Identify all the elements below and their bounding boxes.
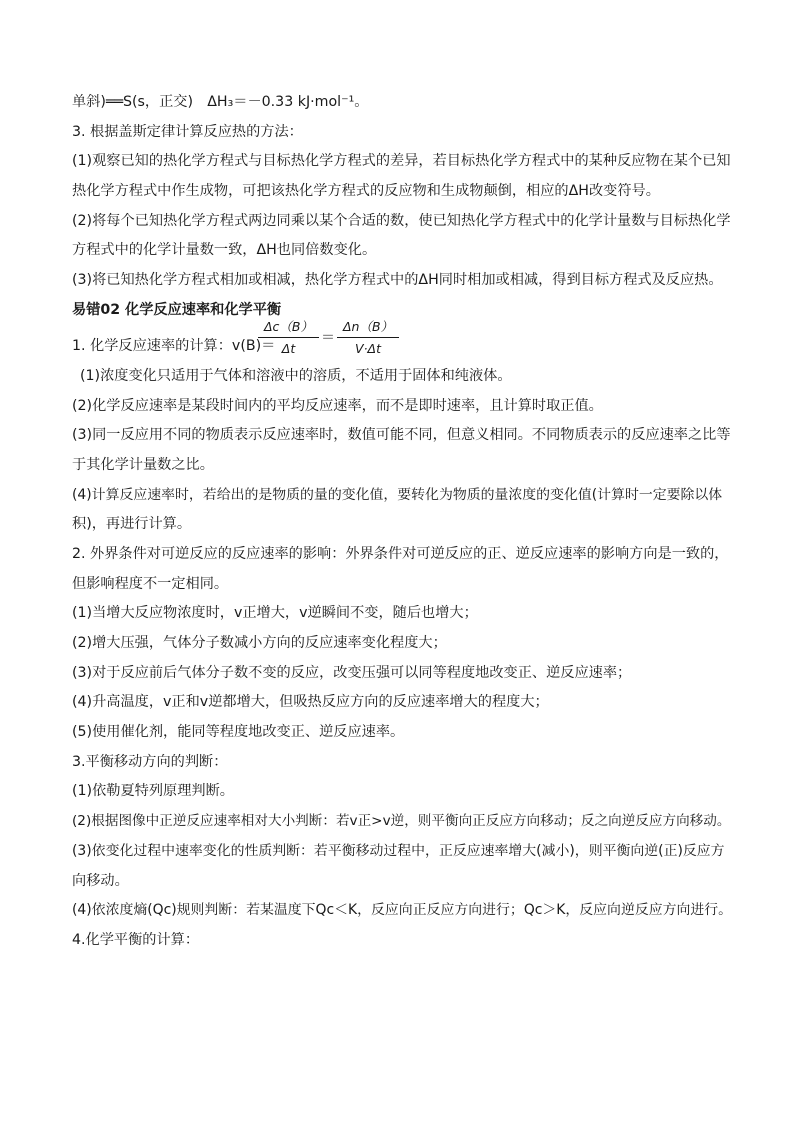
paragraph-line: (3)将已知热化学方程式相加或相减，热化学方程式中的ΔH同时相加或相减，得到目标方程式及反应热。: [72, 272, 723, 289]
document-body: [72, 92, 732, 960]
paragraph-line: (1)当增大反应物浓度时，v正增大，v逆瞬间不变，随后也增大；: [72, 605, 478, 622]
section-heading: 4.化学平衡的计算：: [72, 931, 200, 948]
paragraph-line: (1)观察已知的热化学方程式与目标热化学方程式的差异，若目标热化学方程式中的某种反应物在某个已知: [72, 153, 731, 170]
fraction-denominator: V·Δt: [355, 340, 382, 356]
rate-formula-label: 1. 化学反应速率的计算：v(B)＝: [72, 337, 276, 354]
paragraph-line: (2)将每个已知热化学方程式两边同乘以某个合适的数，使已知热化学方程式中的化学计量数与目标热化学: [72, 212, 731, 229]
rate-formula-line: [72, 318, 732, 366]
paragraph-line: (4)依浓度熵(Qc)规则判断：若某温度下Qc＜K，反应向正反应方向进行；Qc＞K，反应向逆反应方向进行。: [72, 902, 733, 919]
rate-formula: [258, 318, 399, 359]
fraction-denominator: Δt: [281, 340, 296, 356]
paragraph-line: 向移动。: [72, 872, 129, 889]
paragraph-line: 但影响程度不一定相同。: [72, 575, 229, 592]
fraction-amount: [337, 318, 399, 359]
paragraph-line: 热化学方程式中作生成物，可把该热化学方程式的反应物和生成物颠倒，相应的ΔH改变符号。: [72, 183, 660, 200]
equals-sign: ＝: [321, 330, 335, 347]
paragraph-line: (3)对于反应前后气体分子数不变的反应，改变压强可以同等程度地改变正、逆反应速率；: [72, 664, 632, 681]
fraction-numerator: Δc（B）: [258, 318, 319, 338]
paragraph-line: (2)化学反应速率是某段时间内的平均反应速率，而不是即时速率，且计算时取正值。: [72, 397, 603, 414]
paragraph-line: (1)浓度变化只适用于气体和溶液中的溶质，不适用于固体和纯液体。: [80, 367, 512, 384]
fraction-numerator: Δn（B）: [337, 318, 399, 338]
fraction-concentration: [258, 318, 319, 359]
section-heading: 3. 根据盖斯定律计算反应热的方法：: [72, 123, 303, 140]
paragraph-line: (2)增大压强，气体分子数减小方向的反应速率变化程度大；: [72, 635, 447, 651]
paragraph-line: (3)同一反应用不同的物质表示反应速率时，数值可能不同，但意义相同。不同物质表示的反应速率之比等: [72, 427, 731, 444]
section-heading: 2. 外界条件对可逆反应的反应速率的影响：外界条件对可逆反应的正、逆反应速率的影响方向是一致的，: [72, 545, 729, 562]
topic-heading: 易错02 化学反应速率和化学平衡: [72, 301, 282, 318]
section-heading: 3.平衡移动方向的判断：: [72, 753, 228, 770]
paragraph-line: 方程式中的化学计量数一致，ΔH也同倍数变化。: [72, 242, 377, 259]
paragraph-line: 于其化学计量数之比。: [72, 456, 214, 473]
paragraph-line: (5)使用催化剂，能同等程度地改变正、逆反应速率。: [72, 724, 405, 741]
paragraph-line: 积)，再进行计算。: [72, 516, 192, 533]
paragraph-line: (4)计算反应速率时，若给出的是物质的量的变化值，要转化为物质的量浓度的变化值(计算时一定要除以体: [72, 486, 723, 503]
paragraph-line: (3)依变化过程中速率变化的性质判断：若平衡移动过程中，正反应速率增大(减小)，则平衡向逆(正)反应方: [72, 842, 725, 859]
equation-line: 单斜)══S(s，正交) ΔH₃＝－0.33 kJ·mol⁻¹。: [72, 94, 369, 110]
paragraph-line: (1)依勒夏特列原理判断。: [72, 783, 234, 800]
paragraph-line: (2)根据图像中正逆反应速率相对大小判断：若v正>v逆，则平衡向正反应方向移动；反之向逆反应方向移动。: [72, 813, 731, 830]
paragraph-line: (4)升高温度，v正和v逆都增大，但吸热反应方向的反应速率增大的程度大；: [72, 694, 549, 711]
